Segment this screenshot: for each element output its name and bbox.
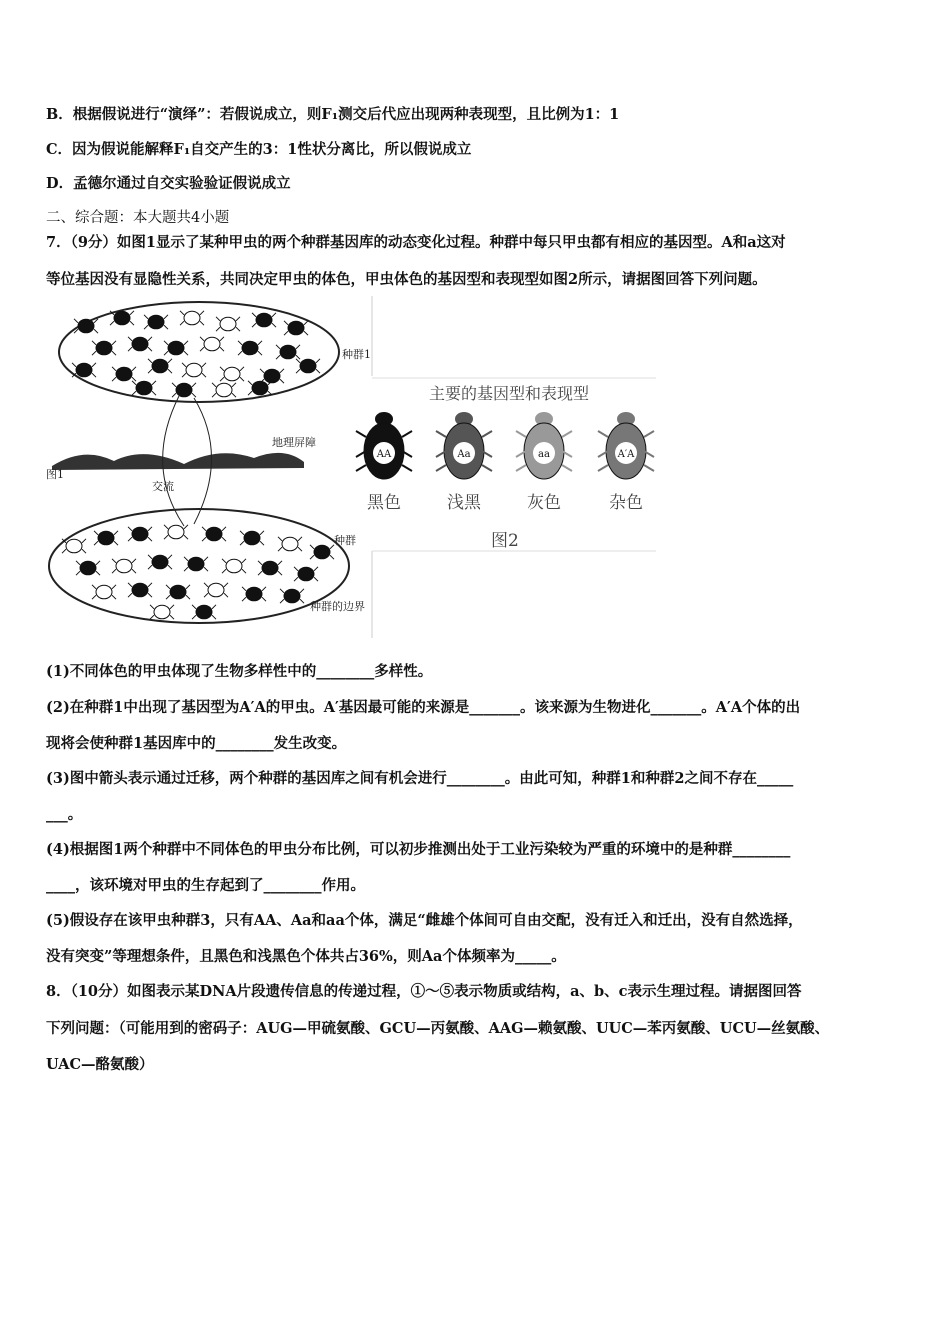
figure-beetle-populations	[44, 296, 656, 638]
phenotype-label: 灰色	[527, 493, 561, 513]
beetle-icon	[128, 583, 152, 597]
option-b: B．根据假说进行“演绎”：若假说成立，则F₁测交后代应出现两种表现型，且比例为1：1	[46, 106, 620, 123]
beetle-icon	[242, 587, 266, 601]
beetle-icon	[294, 567, 318, 581]
beetle-icon	[112, 559, 136, 573]
beetle-icon	[240, 531, 264, 545]
section-heading: 二、综合题：本大题共4小题	[46, 210, 230, 226]
beetle-icon	[164, 525, 188, 539]
beetle-icon	[148, 359, 172, 373]
beetle-icon	[276, 345, 300, 359]
beetle-icon	[166, 585, 190, 599]
beetle-icon	[222, 559, 246, 573]
boundary-label: 种群的边界	[310, 600, 365, 613]
beetle-aa-icon	[516, 412, 572, 513]
beetle-icon	[112, 367, 136, 381]
beetle-icon	[202, 527, 226, 541]
beetle-icon	[144, 315, 168, 329]
beetle-icon	[132, 381, 156, 395]
beetle-icon	[220, 367, 244, 381]
beetle-Aa-icon	[436, 412, 492, 513]
q7-sub5b: 没有突变”等理想条件，且黑色和浅黑色个体共占36%，则Aa个体频率为_____。	[46, 948, 566, 965]
figure1-label: 图1	[46, 468, 64, 481]
figure2-beetles	[356, 412, 654, 513]
beetle-icon	[204, 583, 228, 597]
beetle-icon	[172, 383, 196, 397]
beetle-icon	[310, 545, 334, 559]
option-d: D．孟德尔通过自交实验验证假说成立	[46, 175, 291, 192]
beetle-icon	[92, 585, 116, 599]
beetle-icon	[94, 531, 118, 545]
phenotype-label: 黑色	[367, 493, 401, 513]
barrier-label: 地理屏障	[272, 436, 316, 449]
beetle-icon	[278, 537, 302, 551]
beetle-icon	[280, 589, 304, 603]
population2-label: 种群	[334, 534, 356, 547]
beetle-icon	[200, 337, 224, 351]
figure2-caption: 图2	[491, 531, 519, 551]
beetle-icon	[182, 363, 206, 377]
genotype-label: Aa	[457, 449, 471, 460]
beetle-icon	[184, 557, 208, 571]
beetle-icon	[284, 321, 308, 335]
q7-sub5a: (5)假设存在该甲虫种群3，只有AA、Aa和aa个体，满足“雌雄个体间可自由交配，没有迁入和迁出，没有自然选择，	[46, 912, 803, 929]
beetle-icon	[296, 359, 320, 373]
genotype-label: aa	[538, 449, 550, 460]
beetle-icon	[76, 561, 100, 575]
beetle-icon	[92, 341, 116, 355]
beetle-icon	[258, 561, 282, 575]
beetle-icon	[212, 383, 236, 397]
beetle-icon	[252, 313, 276, 327]
q7-sub1: (1)不同体色的甲虫体现了生物多样性中的________多样性。	[46, 663, 433, 680]
genotype-label: A′A	[617, 449, 635, 460]
q8-line2: 下列问题：（可能用到的密码子：AUG—甲硫氨酸、GCU—丙氨酸、AAG—赖氨酸、UUC—苯丙氨酸、UCU—丝氨酸、	[46, 1020, 830, 1037]
beetle-icon	[180, 311, 204, 325]
q7-sub3b: ___。	[46, 806, 83, 823]
q7-sub2a: (2)在种群1中出现了基因型为A′A的甲虫。A′基因最可能的来源是_______。该来源为生物进化_______。A′A个体的出	[46, 699, 801, 716]
option-c: C．因为假说能解释F₁自交产生的3：1性状分离比，所以假说成立	[46, 141, 472, 158]
population1-beetles	[72, 311, 320, 397]
beetle-icon	[128, 527, 152, 541]
q7-line2: 等位基因没有显隐性关系，共同决定甲虫的体色，甲虫体色的基因型和表现型如图2所示，请据图回答下列问题。	[46, 271, 767, 288]
q8-line1: 8．（10分）如图表示某DNA片段遗传信息的传递过程，①～⑤表示物质或结构，a、b、c表示生理过程。请据图回答	[46, 983, 802, 1000]
population2-beetles	[62, 525, 334, 619]
beetle-icon	[164, 341, 188, 355]
beetle-icon	[238, 341, 262, 355]
figure2-title: 主要的基因型和表现型	[429, 384, 590, 403]
genotype-label: AA	[376, 449, 392, 460]
beetle-icon	[216, 317, 240, 331]
beetle-icon	[150, 605, 174, 619]
beetle-icon	[128, 337, 152, 351]
phenotype-label: 浅黑	[447, 493, 481, 513]
population1-label: 种群1	[342, 348, 371, 361]
q7-sub4a: (4)根据图1两个种群中不同体色的甲虫分布比例，可以初步推测出处于工业污染较为严重的环境中的是种群________	[46, 841, 791, 858]
q7-line1: 7．（9分）如图1显示了某种甲虫的两个种群基因库的动态变化过程。种群中每只甲虫都有相应的基因型。A和a这对	[46, 234, 786, 251]
beetle-icon	[148, 555, 172, 569]
beetle-icon	[74, 319, 98, 333]
exchange-label: 交流	[152, 480, 174, 493]
q7-sub2b: 现将会使种群1基因库中的________发生改变。	[46, 735, 347, 752]
beetle-icon	[192, 605, 216, 619]
beetle-AA-icon	[598, 412, 654, 513]
geographic-barrier	[52, 453, 304, 470]
beetle-icon	[248, 381, 272, 395]
phenotype-label: 杂色	[609, 493, 643, 513]
q7-sub4b: ____，该环境对甲虫的生存起到了________作用。	[46, 877, 365, 894]
q7-sub3a: (3)图中箭头表示通过迁移，两个种群的基因库之间有机会进行________。由此可知，种群1和种群2之间不存在_____	[46, 770, 794, 787]
beetle-AA-icon	[356, 412, 412, 513]
q8-line3: UAC—酪氨酸）	[46, 1056, 154, 1073]
